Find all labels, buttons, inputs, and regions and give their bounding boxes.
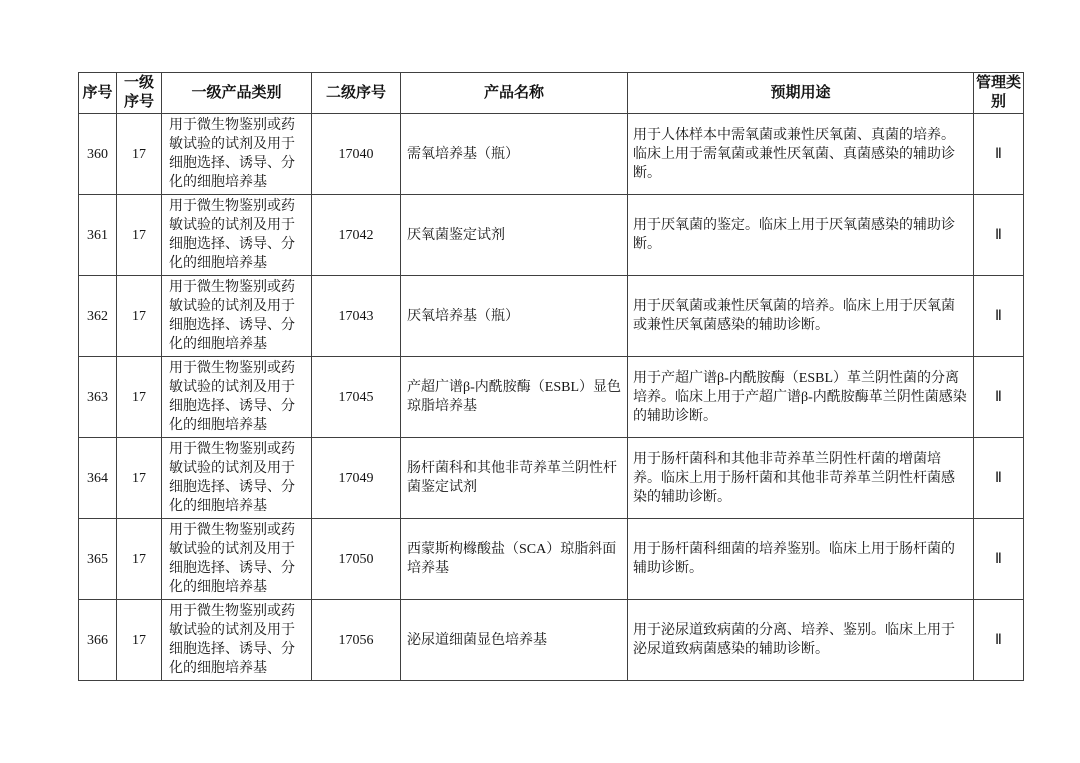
cell-seq: 363: [79, 357, 117, 438]
cell-category: 用于微生物鉴别或药敏试验的试剂及用于细胞选择、诱导、分化的细胞培养基: [162, 195, 312, 276]
cell-product-name: 需氧培养基（瓶）: [401, 114, 628, 195]
cell-seq: 364: [79, 438, 117, 519]
cell-intended-use: 用于肠杆菌科细菌的培养鉴别。临床上用于肠杆菌的辅助诊断。: [628, 519, 974, 600]
cell-level1-seq: 17: [117, 114, 162, 195]
table-row: [79, 114, 1024, 195]
cell-level1-seq: 17: [117, 600, 162, 681]
header-product-name: 产品名称: [401, 73, 628, 114]
cell-management-class: Ⅱ: [974, 195, 1024, 276]
cell-product-name: 厌氧培养基（瓶）: [401, 276, 628, 357]
header-level2-seq: 二级序号: [312, 73, 401, 114]
cell-level2-seq: 17040: [312, 114, 401, 195]
cell-intended-use: 用于厌氧菌或兼性厌氧菌的培养。临床上用于厌氧菌或兼性厌氧菌感染的辅助诊断。: [628, 276, 974, 357]
header-seq: 序号: [79, 73, 117, 114]
cell-intended-use: 用于厌氧菌的鉴定。临床上用于厌氧菌感染的辅助诊断。: [628, 195, 974, 276]
header-management-class: 管理类别: [974, 73, 1024, 114]
header-level1-seq: 一级序号: [117, 73, 162, 114]
cell-level1-seq: 17: [117, 438, 162, 519]
cell-management-class: Ⅱ: [974, 357, 1024, 438]
cell-product-name: 泌尿道细菌显色培养基: [401, 600, 628, 681]
cell-level1-seq: 17: [117, 357, 162, 438]
table-row: [79, 519, 1024, 600]
cell-management-class: Ⅱ: [974, 276, 1024, 357]
cell-level1-seq: 17: [117, 195, 162, 276]
table-row: [79, 276, 1024, 357]
table-row: [79, 600, 1024, 681]
cell-seq: 366: [79, 600, 117, 681]
cell-level2-seq: 17056: [312, 600, 401, 681]
cell-management-class: Ⅱ: [974, 600, 1024, 681]
cell-seq: 360: [79, 114, 117, 195]
cell-product-name: 肠杆菌科和其他非苛养革兰阴性杆菌鉴定试剂: [401, 438, 628, 519]
cell-category: 用于微生物鉴别或药敏试验的试剂及用于细胞选择、诱导、分化的细胞培养基: [162, 276, 312, 357]
cell-level2-seq: 17043: [312, 276, 401, 357]
header-row: [79, 73, 1024, 114]
cell-seq: 361: [79, 195, 117, 276]
cell-level1-seq: 17: [117, 276, 162, 357]
cell-level2-seq: 17050: [312, 519, 401, 600]
table-row: [79, 438, 1024, 519]
cell-product-name: 西蒙斯枸橼酸盐（SCA）琼脂斜面培养基: [401, 519, 628, 600]
product-classification-table: [78, 72, 1024, 681]
cell-category: 用于微生物鉴别或药敏试验的试剂及用于细胞选择、诱导、分化的细胞培养基: [162, 114, 312, 195]
cell-product-name: 产超广谱β-内酰胺酶（ESBL）显色琼脂培养基: [401, 357, 628, 438]
cell-management-class: Ⅱ: [974, 114, 1024, 195]
cell-product-name: 厌氧菌鉴定试剂: [401, 195, 628, 276]
cell-level1-seq: 17: [117, 519, 162, 600]
cell-intended-use: 用于肠杆菌科和其他非苛养革兰阴性杆菌的增菌培养。临床上用于肠杆菌和其他非苛养革兰阴性杆菌感染的辅助诊断。: [628, 438, 974, 519]
cell-seq: 365: [79, 519, 117, 600]
header-level1-category: 一级产品类别: [162, 73, 312, 114]
header-intended-use: 预期用途: [628, 73, 974, 114]
table-row: [79, 195, 1024, 276]
cell-category: 用于微生物鉴别或药敏试验的试剂及用于细胞选择、诱导、分化的细胞培养基: [162, 357, 312, 438]
cell-category: 用于微生物鉴别或药敏试验的试剂及用于细胞选择、诱导、分化的细胞培养基: [162, 519, 312, 600]
cell-intended-use: 用于人体样本中需氧菌或兼性厌氧菌、真菌的培养。临床上用于需氧菌或兼性厌氧菌、真菌感染的辅助诊断。: [628, 114, 974, 195]
cell-category: 用于微生物鉴别或药敏试验的试剂及用于细胞选择、诱导、分化的细胞培养基: [162, 600, 312, 681]
cell-intended-use: 用于产超广谱β-内酰胺酶（ESBL）革兰阴性菌的分离培养。临床上用于产超广谱β-内酰胺酶革兰阴性菌感染的辅助诊断。: [628, 357, 974, 438]
cell-level2-seq: 17049: [312, 438, 401, 519]
cell-seq: 362: [79, 276, 117, 357]
cell-level2-seq: 17042: [312, 195, 401, 276]
cell-management-class: Ⅱ: [974, 519, 1024, 600]
cell-category: 用于微生物鉴别或药敏试验的试剂及用于细胞选择、诱导、分化的细胞培养基: [162, 438, 312, 519]
cell-management-class: Ⅱ: [974, 438, 1024, 519]
table-row: [79, 357, 1024, 438]
cell-level2-seq: 17045: [312, 357, 401, 438]
cell-intended-use: 用于泌尿道致病菌的分离、培养、鉴别。临床上用于泌尿道致病菌感染的辅助诊断。: [628, 600, 974, 681]
